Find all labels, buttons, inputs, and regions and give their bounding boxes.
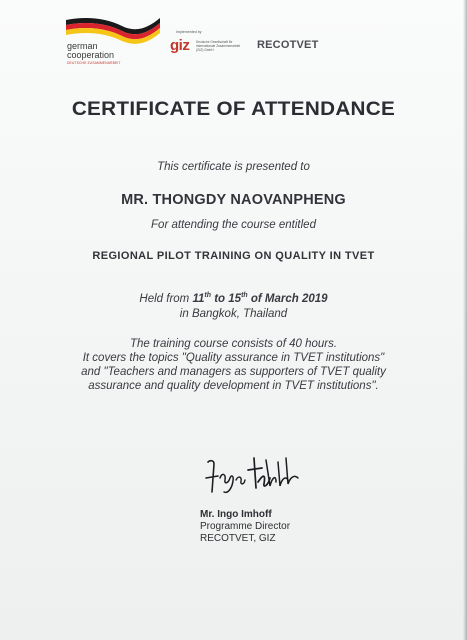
signatory-organization: RECOTVET, GIZ bbox=[200, 533, 276, 544]
giz-logo bbox=[170, 30, 250, 60]
attending-text: For attending the course entitled bbox=[151, 219, 316, 231]
description-line: The training course consists of 40 hours. bbox=[129, 338, 338, 350]
held-dates bbox=[0, 292, 467, 305]
description-line: assurance and quality development in TVET institutions". bbox=[88, 380, 379, 392]
signatory-name: Mr. Ingo Imhoff bbox=[200, 509, 272, 520]
month-year: of March 2019 bbox=[247, 292, 328, 305]
page-edge-shadow bbox=[463, 0, 467, 640]
held-to: to bbox=[211, 292, 229, 305]
presented-to-text: This certificate is presented to bbox=[157, 161, 310, 173]
end-day-suffix: th bbox=[241, 292, 248, 299]
signatory-role: Programme Director bbox=[200, 521, 291, 532]
giz-implemented-by: Implemented by bbox=[176, 30, 202, 34]
giz-description: Deutsche Gesellschaft für Internationale Zusammenarbeit (GIZ) GmbH bbox=[196, 40, 241, 52]
start-day-suffix: th bbox=[204, 292, 212, 299]
description-line: and "Teachers and managers as supporters of TVET quality bbox=[81, 366, 386, 378]
description-line: It covers the topics "Quality assurance in TVET institutions" bbox=[82, 352, 385, 364]
course-location: in Bangkok, Thailand bbox=[179, 308, 288, 320]
start-day: 11 bbox=[192, 292, 205, 305]
logo-text-cooperation: cooperation bbox=[67, 50, 115, 60]
end-day: 15 bbox=[228, 292, 242, 305]
german-cooperation-logo bbox=[66, 16, 162, 68]
recipient-name: MR. THONGDY NAOVANPHENG bbox=[121, 192, 346, 208]
logo-text-german: german bbox=[67, 41, 98, 51]
giz-wordmark: giz bbox=[170, 37, 190, 54]
logo-text-deutsche-zusammenarbeit: DEUTSCHE ZUSAMMENARBEIT bbox=[67, 61, 121, 65]
course-title: REGIONAL PILOT TRAINING ON QUALITY IN TVET bbox=[92, 250, 375, 262]
handwritten-signature bbox=[200, 448, 310, 504]
certificate-title: CERTIFICATE OF ATTENDANCE bbox=[71, 98, 396, 120]
recotvet-logo: RECOTVET bbox=[257, 39, 319, 51]
held-prefix: Held from bbox=[139, 292, 193, 305]
